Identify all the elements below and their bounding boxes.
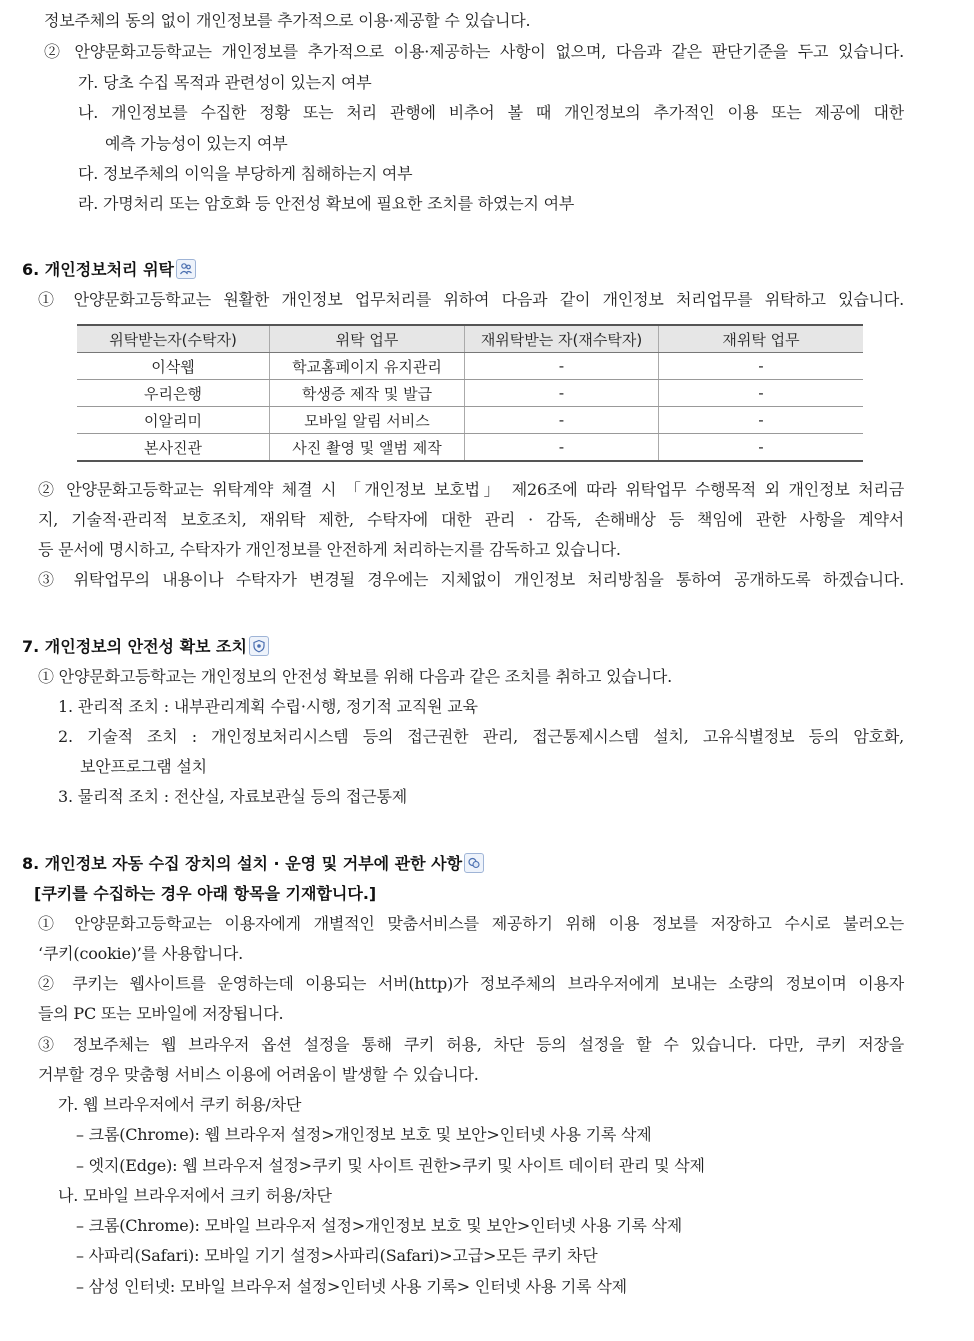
sec8-p3-line-2: 거부할 경우 맞춤형 서비스 이용에 어려움이 발생할 수 있습니다. bbox=[38, 1065, 479, 1084]
sec6-heading bbox=[22, 259, 196, 281]
table-cell: 모바일 알림 서비스 bbox=[270, 407, 465, 434]
table-row bbox=[77, 380, 863, 407]
sec5-item-ga: 가. 당초 수집 목적과 관련성이 있는지 여부 bbox=[78, 73, 372, 92]
sec5-item-da: 다. 정보주체의 이익을 부당하게 침해하는지 여부 bbox=[78, 164, 413, 183]
sec5-item-na: 나. 개인정보를 수집한 정황 또는 처리 관행에 비추어 볼 때 개인정보의 추가적인 이용 또는 제공에 대한 bbox=[78, 103, 904, 122]
table-row bbox=[77, 353, 863, 380]
sec7-title: 7. 개인정보의 안전성 확보 조치 bbox=[22, 637, 247, 656]
table-cell: 이알리미 bbox=[77, 407, 270, 434]
table-cell: 학교홈페이지 유지관리 bbox=[270, 353, 465, 380]
sec8-item-ga-2: – 엣지(Edge): 웹 브라우저 설정>쿠키 및 사이트 권한>쿠키 및 사이트 데이터 관리 및 삭제 bbox=[76, 1156, 705, 1175]
table-row bbox=[77, 407, 863, 434]
table-header-row bbox=[77, 325, 863, 353]
table-cell: - bbox=[659, 434, 864, 462]
sec8-title: 8. 개인정보 자동 수집 장치의 설치 · 운영 및 거부에 관한 사항 bbox=[22, 854, 463, 873]
sec8-item-na-3: – 삼성 인터넷: 모바일 브라우저 설정>인터넷 사용 기록> 인터넷 사용 기록 삭제 bbox=[76, 1277, 627, 1296]
sec5-line-2: ② 안양문화고등학교는 개인정보를 추가적으로 이용·제공하는 사항이 없으며, 다음과 같은 판단기준을 두고 있습니다. bbox=[44, 42, 904, 61]
sec8-item-na-1: – 크롬(Chrome): 모바일 브라우저 설정>개인정보 보호 및 보안>인터넷 사용 기록 삭제 bbox=[76, 1216, 683, 1235]
sec7-heading bbox=[22, 636, 269, 658]
sec8-p1-line-1: ① 안양문화고등학교는 이용자에게 개별적인 맞춤서비스를 제공하기 위해 이용 정보를 저장하고 수시로 불러오는 bbox=[38, 914, 904, 933]
trust-table bbox=[77, 324, 863, 462]
table-header: 재위탁 업무 bbox=[659, 325, 864, 353]
table-header: 위탁 업무 bbox=[270, 325, 465, 353]
table-cell: - bbox=[465, 353, 659, 380]
sec7-item-3: 3. 물리적 조치 : 전산실, 자료보관실 등의 접근통제 bbox=[58, 787, 408, 806]
sec8-item-na: 나. 모바일 브라우저에서 크키 허용/차단 bbox=[58, 1186, 332, 1205]
table-cell: - bbox=[465, 407, 659, 434]
sec8-p1-line-2: ‘쿠키(cookie)’를 사용합니다. bbox=[38, 944, 243, 963]
table-cell: - bbox=[465, 434, 659, 462]
table-cell: 본사진관 bbox=[77, 434, 270, 462]
table-cell: - bbox=[659, 407, 864, 434]
sec8-p2-line-2: 들의 PC 또는 모바일에 저장됩니다. bbox=[38, 1004, 284, 1023]
sec8-item-ga-1: – 크롬(Chrome): 웹 브라우저 설정>개인정보 보호 및 보안>인터넷 사용 기록 삭제 bbox=[76, 1125, 652, 1144]
table-cell: 우리은행 bbox=[77, 380, 270, 407]
sec6-title: 6. 개인정보처리 위탁 bbox=[22, 260, 174, 279]
sec5-line-1: 정보주체의 동의 없이 개인정보를 추가적으로 이용·제공할 수 있습니다. bbox=[44, 11, 531, 30]
sec5-item-ra: 라. 가명처리 또는 암호화 등 안전성 확보에 필요한 조치를 하였는지 여부 bbox=[78, 194, 575, 213]
shield-icon bbox=[249, 636, 269, 656]
table-cell: 이삭웹 bbox=[77, 353, 270, 380]
sec7-item-1: 1. 관리적 조치 : 내부관리계획 수립·시행, 정기적 교직원 교육 bbox=[58, 697, 478, 716]
sec8-item-ga: 가. 웹 브라우저에서 쿠키 허용/차단 bbox=[58, 1095, 302, 1114]
table-cell: 학생증 제작 및 발급 bbox=[270, 380, 465, 407]
sec6-intro: ① 안양문화고등학교는 원활한 개인정보 업무처리를 위하여 다음과 같이 개인정보 처리업무를 위탁하고 있습니다. bbox=[38, 290, 904, 309]
sec5-item-na-cont: 예측 가능성이 있는지 여부 bbox=[105, 134, 288, 153]
sec8-p2-line-1: ② 쿠키는 웹사이트를 운영하는데 이용되는 서버(http)가 정보주체의 브라우저에게 보내는 소량의 정보이며 이용자 bbox=[38, 974, 904, 993]
sec8-heading bbox=[22, 853, 484, 875]
table-cell: - bbox=[659, 353, 864, 380]
table-row bbox=[77, 434, 863, 462]
sec6-p2-line-1: ② 안양문화고등학교는 위탁계약 체결 시 「개인정보 보호법」 제26조에 따라 위탁업무 수행목적 외 개인정보 처리금 bbox=[38, 480, 904, 499]
table-cell: 사진 촬영 및 앨범 제작 bbox=[270, 434, 465, 462]
sec8-subtitle: [쿠키를 수집하는 경우 아래 항목을 기재합니다.] bbox=[34, 884, 377, 903]
sec7-intro: ① 안양문화고등학교는 개인정보의 안전성 확보를 위해 다음과 같은 조치를 취하고 있습니다. bbox=[38, 667, 673, 686]
table-header: 위탁받는자(수탁자) bbox=[77, 325, 270, 353]
sec7-item-2-cont: 보안프로그램 설치 bbox=[80, 757, 207, 776]
table-cell: - bbox=[659, 380, 864, 407]
table-cell: - bbox=[465, 380, 659, 407]
people-icon bbox=[176, 259, 196, 279]
sec6-p2-line-2: 지, 기술적·관리적 보호조치, 재위탁 제한, 수탁자에 대한 관리 · 감독, 손해배상 등 책임에 관한 사항을 계약서 bbox=[38, 510, 904, 529]
table-header: 재위탁받는 자(재수탁자) bbox=[465, 325, 659, 353]
sec6-p3: ③ 위탁업무의 내용이나 수탁자가 변경될 경우에는 지체없이 개인정보 처리방침을 통하여 공개하도록 하겠습니다. bbox=[38, 570, 904, 589]
cookie-icon bbox=[464, 853, 484, 873]
sec8-item-na-2: – 사파리(Safari): 모바일 기기 설정>사파리(Safari)>고급>모든 쿠키 차단 bbox=[76, 1246, 598, 1265]
sec7-item-2: 2. 기술적 조치 : 개인정보처리시스템 등의 접근권한 관리, 접근통제시스템 설치, 고유식별정보 등의 암호화, bbox=[58, 727, 904, 746]
sec6-p2-line-3: 등 문서에 명시하고, 수탁자가 개인정보를 안전하게 처리하는지를 감독하고 있습니다. bbox=[38, 540, 621, 559]
sec8-p3-line-1: ③ 정보주체는 웹 브라우저 옵션 설정을 통해 쿠키 허용, 차단 등의 설정을 할 수 있습니다. 다만, 쿠키 저장을 bbox=[38, 1035, 904, 1054]
